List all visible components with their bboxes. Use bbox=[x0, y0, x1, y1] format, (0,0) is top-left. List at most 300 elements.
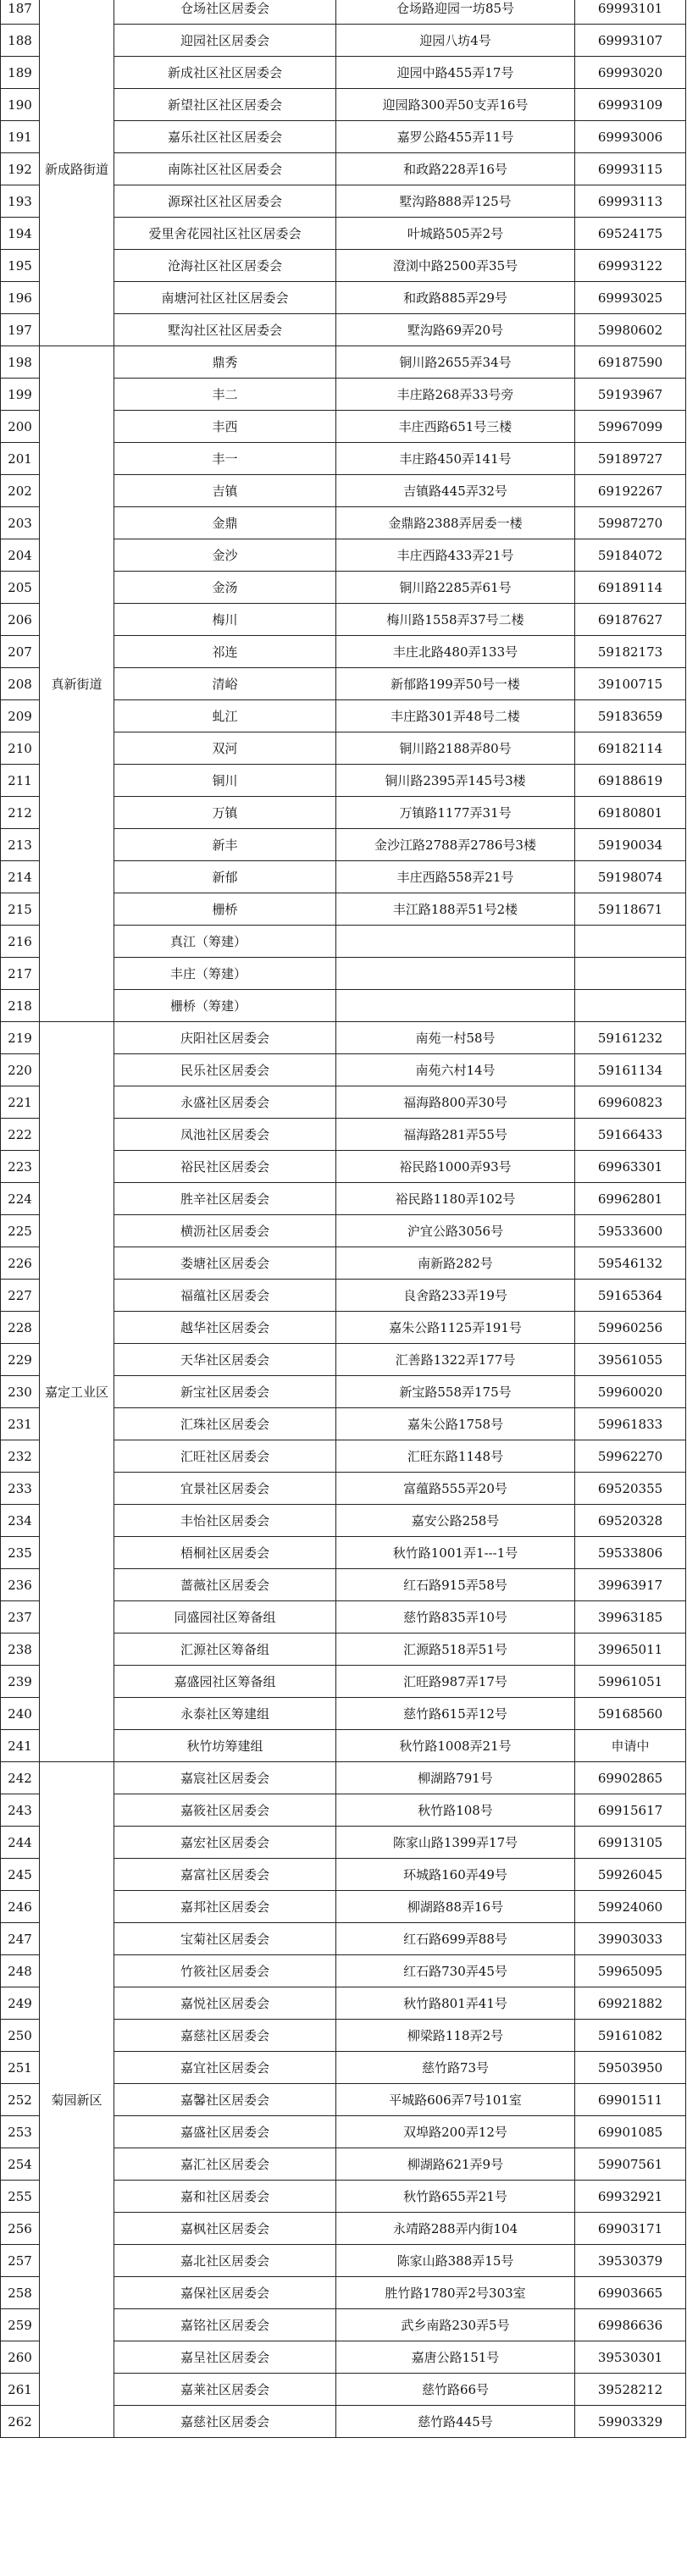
row-number: 228 bbox=[1, 1312, 40, 1344]
row-number: 227 bbox=[1, 1280, 40, 1312]
row-number: 255 bbox=[1, 2181, 40, 2213]
committee-address: 汇善路1322弄177号 bbox=[336, 1344, 575, 1376]
committee-phone: 39965011 bbox=[575, 1633, 686, 1666]
row-number: 246 bbox=[1, 1891, 40, 1923]
committee-address: 慈竹路615弄12号 bbox=[336, 1698, 575, 1730]
committee-address: 良舍路233弄19号 bbox=[336, 1280, 575, 1312]
committee-phone: 69189114 bbox=[575, 572, 686, 604]
committee-name: 汇源社区筹备组 bbox=[114, 1633, 336, 1666]
committee-phone: 39530301 bbox=[575, 2341, 686, 2374]
row-number: 222 bbox=[1, 1119, 40, 1151]
committee-name: 万镇 bbox=[114, 797, 336, 829]
committee-name: 蔷薇社区居委会 bbox=[114, 1569, 336, 1601]
committee-address: 慈竹路73号 bbox=[336, 2052, 575, 2084]
committee-name: 汇珠社区居委会 bbox=[114, 1408, 336, 1440]
committee-phone bbox=[575, 958, 686, 990]
committee-name: 丰一 bbox=[114, 443, 336, 475]
row-number: 212 bbox=[1, 797, 40, 829]
row-number: 198 bbox=[1, 346, 40, 379]
committee-name: 嘉盛园社区筹备组 bbox=[114, 1666, 336, 1698]
committee-phone: 59166433 bbox=[575, 1119, 686, 1151]
committee-phone: 69993113 bbox=[575, 185, 686, 218]
committee-phone: 69180801 bbox=[575, 797, 686, 829]
committee-address: 迎园八坊4号 bbox=[336, 25, 575, 57]
row-number: 258 bbox=[1, 2277, 40, 2309]
row-number: 210 bbox=[1, 732, 40, 765]
committee-name: 永盛社区居委会 bbox=[114, 1086, 336, 1119]
row-number: 229 bbox=[1, 1344, 40, 1376]
row-number: 192 bbox=[1, 153, 40, 185]
row-number: 205 bbox=[1, 572, 40, 604]
row-number: 238 bbox=[1, 1633, 40, 1666]
committee-address: 环城路160弄49号 bbox=[336, 1859, 575, 1891]
committee-phone: 59533806 bbox=[575, 1537, 686, 1569]
committee-phone: 59184072 bbox=[575, 539, 686, 572]
committee-name: 仓场社区居委会 bbox=[114, 0, 336, 25]
committee-phone: 39561055 bbox=[575, 1344, 686, 1376]
committee-name: 吉镇 bbox=[114, 475, 336, 507]
committee-phone: 59183659 bbox=[575, 700, 686, 732]
committee-phone: 59161082 bbox=[575, 2020, 686, 2052]
row-number: 203 bbox=[1, 507, 40, 539]
committee-address: 丰庄路450弄141号 bbox=[336, 443, 575, 475]
committee-address: 富蕴路555弄20号 bbox=[336, 1473, 575, 1505]
committee-name: 栅桥（筹建） bbox=[114, 990, 336, 1022]
committee-name: 梅川 bbox=[114, 604, 336, 636]
committee-phone: 69993006 bbox=[575, 121, 686, 153]
committee-phone: 69993107 bbox=[575, 25, 686, 57]
committee-address: 陈家山路388弄15号 bbox=[336, 2245, 575, 2277]
committee-address: 铜川路2655弄34号 bbox=[336, 346, 575, 379]
committee-address: 柳湖路621弄9号 bbox=[336, 2148, 575, 2181]
committee-name: 虬江 bbox=[114, 700, 336, 732]
committee-name: 清峪 bbox=[114, 668, 336, 700]
committee-address: 嘉朱公路1758号 bbox=[336, 1408, 575, 1440]
committee-address: 慈竹路445号 bbox=[336, 2406, 575, 2438]
row-number: 230 bbox=[1, 1376, 40, 1408]
committee-address: 汇旺路987弄17号 bbox=[336, 1666, 575, 1698]
committee-address: 红石路699弄88号 bbox=[336, 1923, 575, 1955]
committee-address: 迎园路300弄50支弄16号 bbox=[336, 89, 575, 121]
committee-phone: 69182114 bbox=[575, 732, 686, 765]
committee-phone: 申请中 bbox=[575, 1730, 686, 1762]
committee-phone: 59987270 bbox=[575, 507, 686, 539]
committee-name: 嘉悦社区居委会 bbox=[114, 1987, 336, 2020]
committee-name: 嘉筱社区居委会 bbox=[114, 1794, 336, 1827]
committee-address: 双埠路200弄12号 bbox=[336, 2116, 575, 2148]
row-number: 239 bbox=[1, 1666, 40, 1698]
row-number: 249 bbox=[1, 1987, 40, 2020]
committee-phone: 69932921 bbox=[575, 2181, 686, 2213]
committee-address: 吉镇路445弄32号 bbox=[336, 475, 575, 507]
committee-name: 竹筱社区居委会 bbox=[114, 1955, 336, 1987]
committee-name: 嘉铭社区居委会 bbox=[114, 2309, 336, 2341]
committee-address: 嘉朱公路1125弄191号 bbox=[336, 1312, 575, 1344]
row-number: 189 bbox=[1, 57, 40, 89]
committee-phone: 59503950 bbox=[575, 2052, 686, 2084]
committee-address: 南苑六村14号 bbox=[336, 1054, 575, 1086]
committee-name: 新郁 bbox=[114, 861, 336, 893]
committee-address: 金鼎路2388弄居委一楼 bbox=[336, 507, 575, 539]
committee-address: 金沙江路2788弄2786号3楼 bbox=[336, 829, 575, 861]
committee-phone: 59161134 bbox=[575, 1054, 686, 1086]
committee-address: 和政路885弄29号 bbox=[336, 282, 575, 314]
committee-phone: 59924060 bbox=[575, 1891, 686, 1923]
committee-phone: 69903665 bbox=[575, 2277, 686, 2309]
committee-phone: 69188619 bbox=[575, 765, 686, 797]
committee-address: 秋竹路1001弄1---1号 bbox=[336, 1537, 575, 1569]
committee-name: 嘉慈社区居委会 bbox=[114, 2406, 336, 2438]
committee-phone: 69962801 bbox=[575, 1183, 686, 1215]
row-number: 214 bbox=[1, 861, 40, 893]
row-number: 260 bbox=[1, 2341, 40, 2374]
committee-address: 嘉罗公路455弄11号 bbox=[336, 121, 575, 153]
committee-phone: 39963185 bbox=[575, 1601, 686, 1633]
committee-name: 新望社区社区居委会 bbox=[114, 89, 336, 121]
committee-name: 嘉和社区居委会 bbox=[114, 2181, 336, 2213]
committee-name: 裕民社区居委会 bbox=[114, 1151, 336, 1183]
committee-address: 迎园中路455弄17号 bbox=[336, 57, 575, 89]
committee-address: 柳湖路88弄16号 bbox=[336, 1891, 575, 1923]
row-number: 226 bbox=[1, 1247, 40, 1280]
committee-address: 福海路800弄30号 bbox=[336, 1086, 575, 1119]
committee-phone: 69524175 bbox=[575, 218, 686, 250]
committee-address: 新宝路558弄175号 bbox=[336, 1376, 575, 1408]
committee-name: 南塘河社区社区居委会 bbox=[114, 282, 336, 314]
row-number: 245 bbox=[1, 1859, 40, 1891]
row-number: 250 bbox=[1, 2020, 40, 2052]
committee-name: 铜川 bbox=[114, 765, 336, 797]
committee-address bbox=[336, 926, 575, 958]
row-number: 262 bbox=[1, 2406, 40, 2438]
row-number: 204 bbox=[1, 539, 40, 572]
row-number: 196 bbox=[1, 282, 40, 314]
committee-address: 汇源路518弄51号 bbox=[336, 1633, 575, 1666]
street-name: 菊园新区 bbox=[40, 1762, 114, 2438]
committee-phone: 69192267 bbox=[575, 475, 686, 507]
committee-phone: 69963301 bbox=[575, 1151, 686, 1183]
committee-phone: 69993115 bbox=[575, 153, 686, 185]
committee-name: 新成社区社区居委会 bbox=[114, 57, 336, 89]
row-number: 201 bbox=[1, 443, 40, 475]
row-number: 219 bbox=[1, 1022, 40, 1054]
committee-phone: 59198074 bbox=[575, 861, 686, 893]
committee-phone: 69921882 bbox=[575, 1987, 686, 2020]
committee-phone: 59903329 bbox=[575, 2406, 686, 2438]
committee-phone: 69520355 bbox=[575, 1473, 686, 1505]
committee-phone: 39903033 bbox=[575, 1923, 686, 1955]
row-number: 243 bbox=[1, 1794, 40, 1827]
committee-name: 新宝社区居委会 bbox=[114, 1376, 336, 1408]
committee-name: 嘉富社区居委会 bbox=[114, 1859, 336, 1891]
committee-address: 平城路606弄7号101室 bbox=[336, 2084, 575, 2116]
committee-address: 丰庄路301弄48号二楼 bbox=[336, 700, 575, 732]
row-number: 261 bbox=[1, 2374, 40, 2406]
committee-phone: 59960020 bbox=[575, 1376, 686, 1408]
committee-address: 丰江路188弄51号2楼 bbox=[336, 893, 575, 926]
committee-name: 嘉盛社区居委会 bbox=[114, 2116, 336, 2148]
row-number: 233 bbox=[1, 1473, 40, 1505]
row-number: 242 bbox=[1, 1762, 40, 1794]
row-number: 234 bbox=[1, 1505, 40, 1537]
row-number: 191 bbox=[1, 121, 40, 153]
row-number: 197 bbox=[1, 314, 40, 346]
committee-name: 梧桐社区居委会 bbox=[114, 1537, 336, 1569]
committee-name: 源琛社区社区居委会 bbox=[114, 185, 336, 218]
committee-address: 铜川路2395弄145号3楼 bbox=[336, 765, 575, 797]
committee-phone: 39528212 bbox=[575, 2374, 686, 2406]
committee-phone: 69993101 bbox=[575, 0, 686, 25]
committee-phone: 69187627 bbox=[575, 604, 686, 636]
table-body bbox=[1, 0, 686, 2438]
row-number: 232 bbox=[1, 1440, 40, 1473]
committee-name: 双河 bbox=[114, 732, 336, 765]
committee-name: 嘉宜社区居委会 bbox=[114, 2052, 336, 2084]
committee-phone: 59182173 bbox=[575, 636, 686, 668]
row-number: 213 bbox=[1, 829, 40, 861]
committee-phone: 59962270 bbox=[575, 1440, 686, 1473]
committee-name: 天华社区居委会 bbox=[114, 1344, 336, 1376]
committee-name: 嘉北社区居委会 bbox=[114, 2245, 336, 2277]
committee-address: 慈竹路66号 bbox=[336, 2374, 575, 2406]
committee-address: 丰庄西路558弄21号 bbox=[336, 861, 575, 893]
row-number: 254 bbox=[1, 2148, 40, 2181]
row-number: 247 bbox=[1, 1923, 40, 1955]
committee-address: 叶城路505弄2号 bbox=[336, 218, 575, 250]
row-number: 256 bbox=[1, 2213, 40, 2245]
row-number: 259 bbox=[1, 2309, 40, 2341]
committee-address: 胜竹路1780弄2号303室 bbox=[336, 2277, 575, 2309]
committee-name: 嘉邦社区居委会 bbox=[114, 1891, 336, 1923]
committee-name: 宝菊社区居委会 bbox=[114, 1923, 336, 1955]
row-number: 215 bbox=[1, 893, 40, 926]
row-number: 248 bbox=[1, 1955, 40, 1987]
committee-name: 嘉保社区居委会 bbox=[114, 2277, 336, 2309]
committee-address: 丰庄北路480弄133号 bbox=[336, 636, 575, 668]
committee-name: 娄塘社区居委会 bbox=[114, 1247, 336, 1280]
committee-name: 嘉宏社区居委会 bbox=[114, 1827, 336, 1859]
committee-name: 南陈社区社区居委会 bbox=[114, 153, 336, 185]
committee-name: 汇旺社区居委会 bbox=[114, 1440, 336, 1473]
committee-address: 新郁路199弄50号一楼 bbox=[336, 668, 575, 700]
committee-address: 裕民路1000弄93号 bbox=[336, 1151, 575, 1183]
committee-phone: 59967099 bbox=[575, 411, 686, 443]
committee-phone: 59961051 bbox=[575, 1666, 686, 1698]
committee-address: 和政路228弄16号 bbox=[336, 153, 575, 185]
row-number: 235 bbox=[1, 1537, 40, 1569]
row-number: 257 bbox=[1, 2245, 40, 2277]
committee-phone bbox=[575, 926, 686, 958]
committee-phone: 69915617 bbox=[575, 1794, 686, 1827]
row-number: 252 bbox=[1, 2084, 40, 2116]
committee-name: 真江（筹建） bbox=[114, 926, 336, 958]
committee-name: 栅桥 bbox=[114, 893, 336, 926]
committee-phone: 59161232 bbox=[575, 1022, 686, 1054]
committee-name: 嘉呈社区居委会 bbox=[114, 2341, 336, 2374]
row-number: 193 bbox=[1, 185, 40, 218]
committee-name: 祁连 bbox=[114, 636, 336, 668]
committee-name: 丰二 bbox=[114, 379, 336, 411]
committee-address bbox=[336, 958, 575, 990]
committee-phone: 59960256 bbox=[575, 1312, 686, 1344]
row-number: 236 bbox=[1, 1569, 40, 1601]
committee-phone: 69993020 bbox=[575, 57, 686, 89]
row-number: 211 bbox=[1, 765, 40, 797]
committee-phone: 39963917 bbox=[575, 1569, 686, 1601]
committee-phone: 59193967 bbox=[575, 379, 686, 411]
row-number: 190 bbox=[1, 89, 40, 121]
committee-phone: 69902865 bbox=[575, 1762, 686, 1794]
row-number: 224 bbox=[1, 1183, 40, 1215]
committee-address: 铜川路2188弄80号 bbox=[336, 732, 575, 765]
row-number: 244 bbox=[1, 1827, 40, 1859]
street-name: 嘉定工业区 bbox=[40, 1022, 114, 1762]
committee-name: 丰西 bbox=[114, 411, 336, 443]
committee-name: 嘉莱社区居委会 bbox=[114, 2374, 336, 2406]
committee-name: 爱里舍花园社区社区居委会 bbox=[114, 218, 336, 250]
committee-name: 庆阳社区居委会 bbox=[114, 1022, 336, 1054]
committee-phone: 69913105 bbox=[575, 1827, 686, 1859]
committee-address: 嘉唐公路151号 bbox=[336, 2341, 575, 2374]
committee-phone: 69960823 bbox=[575, 1086, 686, 1119]
committee-address: 沪宜公路3056号 bbox=[336, 1215, 575, 1247]
committee-phone: 69901511 bbox=[575, 2084, 686, 2116]
committee-address: 南新路282号 bbox=[336, 1247, 575, 1280]
row-number: 241 bbox=[1, 1730, 40, 1762]
committee-phone: 59533600 bbox=[575, 1215, 686, 1247]
committee-phone: 69903171 bbox=[575, 2213, 686, 2245]
table-row bbox=[1, 1022, 686, 1054]
committee-name: 沧海社区社区居委会 bbox=[114, 250, 336, 282]
committee-name: 迎园社区居委会 bbox=[114, 25, 336, 57]
committee-address: 澄浏中路2500弄35号 bbox=[336, 250, 575, 282]
committee-name: 墅沟社区社区居委会 bbox=[114, 314, 336, 346]
committee-name: 同盛园社区筹备组 bbox=[114, 1601, 336, 1633]
committee-name: 金鼎 bbox=[114, 507, 336, 539]
committee-address: 梅川路1558弄37号二楼 bbox=[336, 604, 575, 636]
committee-address: 永靖路288弄内街104 bbox=[336, 2213, 575, 2245]
row-number: 237 bbox=[1, 1601, 40, 1633]
committee-name: 横沥社区居委会 bbox=[114, 1215, 336, 1247]
committee-name: 丰怡社区居委会 bbox=[114, 1505, 336, 1537]
committee-name: 福蕴社区居委会 bbox=[114, 1280, 336, 1312]
row-number: 207 bbox=[1, 636, 40, 668]
committee-name: 秋竹坊筹建组 bbox=[114, 1730, 336, 1762]
table-row bbox=[1, 1762, 686, 1794]
row-number: 240 bbox=[1, 1698, 40, 1730]
committee-phone: 69520328 bbox=[575, 1505, 686, 1537]
committee-phone: 59546132 bbox=[575, 1247, 686, 1280]
committee-phone: 59965095 bbox=[575, 1955, 686, 1987]
committee-address: 柳梁路118弄2号 bbox=[336, 2020, 575, 2052]
table-row bbox=[1, 346, 686, 379]
committee-phone: 39100715 bbox=[575, 668, 686, 700]
committee-name: 鼎秀 bbox=[114, 346, 336, 379]
committee-address: 丰庄西路651号三楼 bbox=[336, 411, 575, 443]
row-number: 217 bbox=[1, 958, 40, 990]
committee-phone: 59907561 bbox=[575, 2148, 686, 2181]
committee-phone: 69993025 bbox=[575, 282, 686, 314]
committee-address bbox=[336, 990, 575, 1022]
committee-name: 嘉枫社区居委会 bbox=[114, 2213, 336, 2245]
committee-name: 永泰社区筹建组 bbox=[114, 1698, 336, 1730]
committee-name: 丰庄（筹建） bbox=[114, 958, 336, 990]
committee-phone: 59168560 bbox=[575, 1698, 686, 1730]
street-name: 新成路街道 bbox=[40, 0, 114, 346]
committee-address: 慈竹路835弄10号 bbox=[336, 1601, 575, 1633]
committee-address: 万镇路1177弄31号 bbox=[336, 797, 575, 829]
street-name: 真新街道 bbox=[40, 346, 114, 1022]
row-number: 218 bbox=[1, 990, 40, 1022]
row-number: 199 bbox=[1, 379, 40, 411]
committee-name: 新丰 bbox=[114, 829, 336, 861]
committee-phone: 59189727 bbox=[575, 443, 686, 475]
committee-address: 红石路730弄45号 bbox=[336, 1955, 575, 1987]
row-number: 221 bbox=[1, 1086, 40, 1119]
row-number: 220 bbox=[1, 1054, 40, 1086]
row-number: 208 bbox=[1, 668, 40, 700]
row-number: 231 bbox=[1, 1408, 40, 1440]
committee-name: 嘉慈社区居委会 bbox=[114, 2020, 336, 2052]
committee-address: 墅沟路888弄125号 bbox=[336, 185, 575, 218]
committee-name: 宜景社区居委会 bbox=[114, 1473, 336, 1505]
committee-phone: 69986636 bbox=[575, 2309, 686, 2341]
row-number: 206 bbox=[1, 604, 40, 636]
committee-phone: 59980602 bbox=[575, 314, 686, 346]
row-number: 251 bbox=[1, 2052, 40, 2084]
committee-address: 柳湖路791号 bbox=[336, 1762, 575, 1794]
committee-name: 嘉馨社区居委会 bbox=[114, 2084, 336, 2116]
row-number: 216 bbox=[1, 926, 40, 958]
committee-address: 秋竹路1008弄21号 bbox=[336, 1730, 575, 1762]
committee-phone: 59118671 bbox=[575, 893, 686, 926]
committee-name: 金汤 bbox=[114, 572, 336, 604]
committee-phone: 69901085 bbox=[575, 2116, 686, 2148]
row-number: 253 bbox=[1, 2116, 40, 2148]
committee-phone: 69993109 bbox=[575, 89, 686, 121]
row-number: 195 bbox=[1, 250, 40, 282]
committee-address: 红石路915弄58号 bbox=[336, 1569, 575, 1601]
committee-phone: 59961833 bbox=[575, 1408, 686, 1440]
committee-address: 陈家山路1399弄17号 bbox=[336, 1827, 575, 1859]
committee-name: 嘉乐社区社区居委会 bbox=[114, 121, 336, 153]
row-number: 188 bbox=[1, 25, 40, 57]
committee-address: 仓场路迎园一坊85号 bbox=[336, 0, 575, 25]
row-number: 223 bbox=[1, 1151, 40, 1183]
committee-address: 丰庄路268弄33号旁 bbox=[336, 379, 575, 411]
committee-name: 越华社区居委会 bbox=[114, 1312, 336, 1344]
row-number: 209 bbox=[1, 700, 40, 732]
committee-phone: 59926045 bbox=[575, 1859, 686, 1891]
row-number: 202 bbox=[1, 475, 40, 507]
committee-address: 汇旺东路1148号 bbox=[336, 1440, 575, 1473]
committee-phone: 59190034 bbox=[575, 829, 686, 861]
committee-address: 武乡南路230弄5号 bbox=[336, 2309, 575, 2341]
row-number: 200 bbox=[1, 411, 40, 443]
committee-address: 墅沟路69弄20号 bbox=[336, 314, 575, 346]
committee-address: 裕民路1180弄102号 bbox=[336, 1183, 575, 1215]
committee-address: 秋竹路655弄21号 bbox=[336, 2181, 575, 2213]
committee-name: 凤池社区居委会 bbox=[114, 1119, 336, 1151]
committee-address: 秋竹路801弄41号 bbox=[336, 1987, 575, 2020]
committee-name: 嘉宸社区居委会 bbox=[114, 1762, 336, 1794]
row-number: 225 bbox=[1, 1215, 40, 1247]
committee-address: 铜川路2285弄61号 bbox=[336, 572, 575, 604]
committee-address: 嘉安公路258号 bbox=[336, 1505, 575, 1537]
table-row bbox=[1, 0, 686, 25]
committee-phone: 59165364 bbox=[575, 1280, 686, 1312]
committee-address: 秋竹路108号 bbox=[336, 1794, 575, 1827]
